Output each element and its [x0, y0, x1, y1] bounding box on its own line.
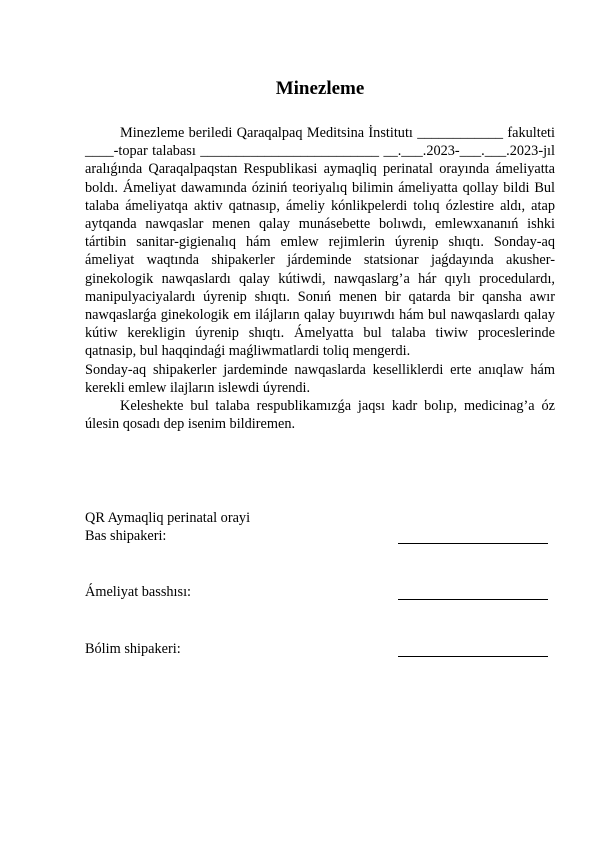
paragraph-main: Minezleme beriledi Qaraqalpaq Meditsina İnstitutı ____________ fakulteti ____-topar talabası _________________________ __.___.2023-___.___.2023-jıl aralıǵında Qaraqalpaqstan Respublikasi aymaqliq perinatal orayında ámeliyatta boldı. Ámeliyat dawamında óziniń teoriyalıq bilimin ámeliyatta qollay bildi Bul talaba ámeliyatqa aktiv qatnasıp, ámeliy kónlikpelerdi tolıq ózlestire aldı, atap aytqanda nawqaslar menen qalay munásebette bolıwdı, emlewxananıń ishki tártibin sanitar-gigienalıq hám emlew rejimlerin úyrenip shıqtı. Sonday-aq ámeliyat waqtında shipakerler járdeminde statsionar jaǵdayında akusher-ginekologik nawqaslardı qalay kútiwdi, nawqaslarg’a hár qıylı procedulardı, manipulyaciyalardı úyrenip shıqtı. Sonıń menen bir qatarda bir qansha awır nawqaslarǵa ginekologik em ilájların qalay buyırıwdı hám bul nawqaslardı qalay kútiw kerekligin úyrenip shıqtı. Ámelyatta bul talaba tiwiw proceslerinde qatnasip, bul haqqindaǵi maǵliwmatlardi toliq mengerdi. [85, 125, 555, 360]
signature-label-practice-head: Ámeliyat basshısı: [85, 584, 192, 600]
signature-label-department-doctor: Bólim shipakeri: [85, 641, 181, 657]
signature-line-department-doctor [398, 656, 548, 657]
document-body [85, 124, 555, 433]
organization-name: QR Aymaqliq perinatal orayi [85, 510, 251, 526]
paragraph-additional: Sonday-aq shipakerler jardeminde nawqaslarda keselliklerdi erte anıqlaw hám kerekli emlew ilajların islewdi úyrendi. [85, 361, 555, 396]
document-title: Minezleme [275, 78, 365, 99]
paragraph-conclusion: Keleshekte bul talaba respublikamızǵa jaqsı kadr bolıp, medicinag’a óz úlesin qosadı dep isenim bildiremen. [85, 398, 555, 433]
signature-line-chief-doctor [398, 543, 548, 544]
signature-label-chief-doctor: Bas shipakeri: [85, 528, 167, 544]
signature-line-practice-head [398, 599, 548, 600]
